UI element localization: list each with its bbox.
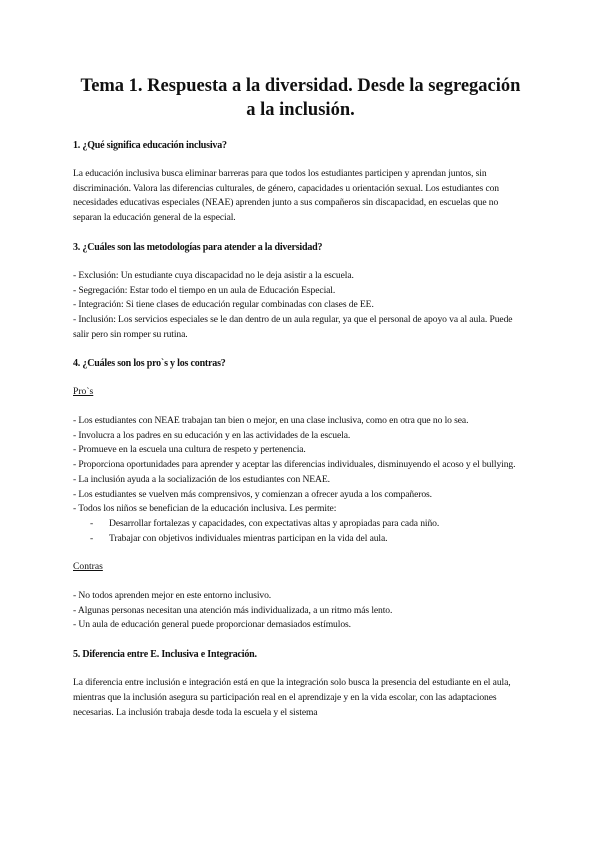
methodologies-list — [73, 269, 528, 343]
pros-sublist — [73, 517, 528, 546]
list-item: - Segregación: Estar todo el tiempo en un aula de Educación Especial. — [73, 284, 336, 296]
pros-label: Pro`s — [73, 386, 94, 398]
sublist-item — [73, 532, 528, 547]
contras-list — [73, 589, 528, 633]
list-item: - Proporciona oportunidades para aprender y aceptar las diferencias individuales, disminuyendo el acoso y el bullying. — [73, 459, 516, 471]
section-1-heading: 1. ¿Qué significa educación inclusiva? — [73, 140, 227, 151]
list-item: - Inclusión: Los servicios especiales se le dan dentro de un aula regular, ya que el personal de apoyo va al aula. Puede salir pero sin romper su rutina. — [73, 313, 513, 340]
contras-label: Contras — [73, 561, 103, 573]
list-item: - Un aula de educación general puede proporcionar demasiados estímulos. — [73, 619, 351, 631]
section-5-paragraph: La diferencia entre inclusión e integración está en que la integración solo busca la presencia del estudiante en el aula, mientras que la inclusión asegura su participación real en el aprendizaje y en la vida escolar, con las adaptaciones necesarias. La inclusión trabaja desde toda la escuela y el sistema — [73, 677, 511, 718]
section-3-heading: 3. ¿Cuáles son las metodologías para atender a la diversidad? — [73, 241, 323, 253]
pros-sublist-wrapper — [73, 517, 528, 546]
document-title: Tema 1. Respuesta a la diversidad. Desde la segregación a la inclusión. — [80, 76, 521, 120]
dash-bullet: - — [90, 532, 94, 544]
list-item: - Integración: Si tiene clases de educación regular combinadas con clases de EE. — [73, 299, 374, 311]
list-item: - La inclusión ayuda a la socialización de los estudiantes con NEAE. — [73, 473, 330, 485]
list-item: - Los estudiantes se vuelven más comprensivos, y comienzan a ofrecer ayuda a los compañeros. — [73, 488, 432, 500]
sublist-item-text: Desarrollar fortalezas y capacidades, con expectativas altas y apropiadas para cada niño. — [109, 517, 440, 529]
list-item: - Involucra a los padres en su educación y en las actividades de la escuela. — [73, 429, 351, 441]
section-1-paragraph: La educación inclusiva busca eliminar barreras para que todos los estudiantes participen y aprendan juntos, sin discriminación. Valora las diferencias culturales, de género, capacidades u orientación sexual. Los estudiantes con necesidades educativas especiales (NEAE) aprenden junto a sus compañeros sin discapacidad, en escuelas que no separan la educación general de la especial. — [73, 168, 500, 224]
list-item: - Todos los niños se benefician de la educación inclusiva. Les permite: — [73, 503, 337, 515]
list-item: - No todos aprenden mejor en este entorno inclusivo. — [73, 590, 272, 602]
list-item: - Algunas personas necesitan una atención más individualizada, a un ritmo más lento. — [73, 604, 393, 616]
list-item: - Promueve en la escuela una cultura de respeto y pertenencia. — [73, 444, 306, 456]
section-5-heading: 5. Diferencia entre E. Inclusiva e Integración. — [73, 649, 257, 661]
dash-bullet: - — [90, 517, 94, 529]
sublist-item — [73, 517, 528, 532]
list-item: - Los estudiantes con NEAE trabajan tan bien o mejor, en una clase inclusiva, como en otra que no lo sea. — [73, 415, 469, 427]
section-4-heading: 4. ¿Cuáles son los pro`s y los contras? — [73, 358, 226, 370]
sublist-item-text: Trabajar con objetivos individuales mientras participan en la vida del aula. — [109, 532, 388, 544]
pros-list — [73, 414, 528, 546]
list-item: - Exclusión: Un estudiante cuya discapacidad no le deja asistir a la escuela. — [73, 269, 354, 281]
